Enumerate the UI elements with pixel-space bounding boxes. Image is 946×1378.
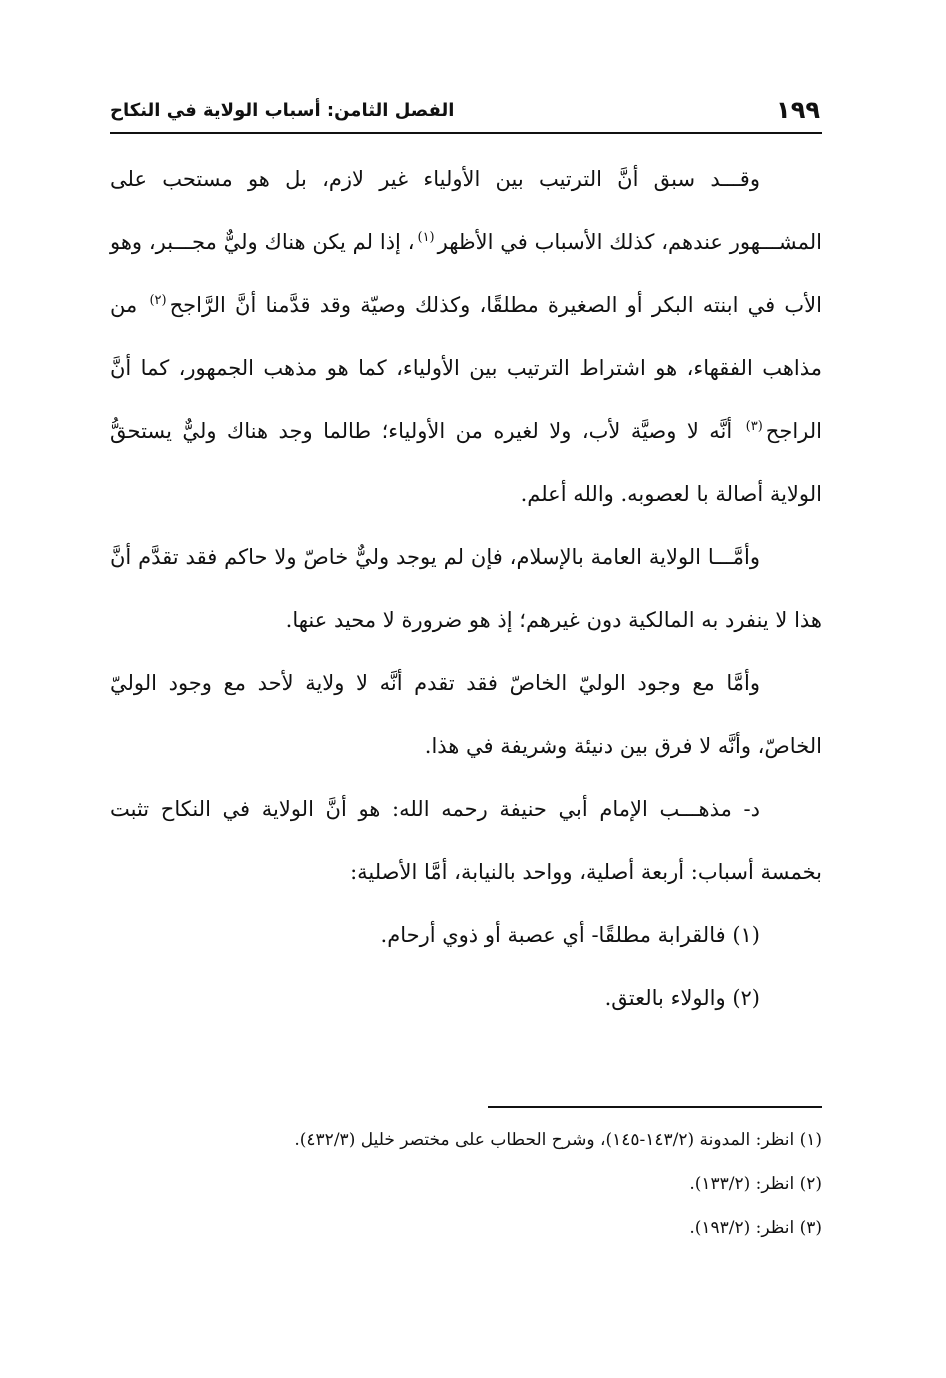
- paragraph-special-guardian: وأمَّا مع وجود الوليّ الخاصّ فقد تقدم أنَّه لا ولاية لأحد مع وجود الوليّ الخاصّ، وأنَّه لا فرق بين دنيئة وشريفة في هذا.: [110, 671, 822, 758]
- paragraph-text: ، إذا لم يكن هناك وليٌّ مجـــبر، وهو الأب في ابنته البكر أو الصغيرة مطلقًا، وكذلك وصيّة وقد قدَّمنا أنَّ الرَّاجح: [110, 230, 822, 317]
- footnote-ref-2[interactable]: (٢): [149, 293, 167, 308]
- paragraph-general-guardianship: وأمَّـــا الولاية العامة بالإسلام، فإن لم يوجد وليٌّ خاصّ ولا حاكم فقد تقدَّم أنَّ هذا لا ينفرد به المالكية دون غيرهم؛ إذ هو ضرورة لا محيد عنها.: [110, 545, 822, 632]
- footnote-ref-1[interactable]: (١): [417, 230, 435, 245]
- footnote-ref-3[interactable]: (٣): [745, 419, 763, 434]
- list-item: (١) فالقرابة مطلقًا- أي عصبة أو ذوي أرحام.: [380, 923, 760, 947]
- footnote-separator: [488, 1106, 822, 1108]
- main-text: [110, 148, 822, 1030]
- paragraph-text: من مذاهب الفقهاء، هو اشتراط الترتيب بين الأولياء، كما هو مذهب الجمهور، كما أنَّ الراجح: [110, 293, 822, 443]
- footnote-3: (٣) انظر: (١٩٣/٢).: [689, 1218, 822, 1238]
- paragraph-ordering: [110, 148, 822, 526]
- page-number: ١٩٩: [776, 96, 820, 124]
- list-item: (٢) والولاء بالعتق.: [604, 986, 760, 1010]
- running-title: الفصل الثامن: أسباب الولاية في النكاح: [110, 100, 455, 121]
- paragraph-hanafi-school: د- مذهـــب الإمام أبي حنيفة رحمه الله: هو أنَّ الولاية في النكاح تثبت بخمسة أسباب: أربعة أصلية، وواحد بالنيابة، أمَّا الأصلية:: [110, 797, 822, 884]
- paragraph-text: وقـــد سبق أنَّ الترتيب بين الأولياء غير لازم، بل هو مستحب على المشـــهور عندهم، كذلك الأسباب في الأظهر: [110, 167, 822, 254]
- footnotes: [110, 1118, 822, 1250]
- page-header: [110, 92, 822, 132]
- header-rule: [110, 132, 822, 134]
- footnote-1: (١) انظر: المدونة (١٤٣/٢-١٤٥)، وشرح الحطاب على مختصر خليل (٤٣٢/٣).: [294, 1130, 822, 1150]
- footnote-2: (٢) انظر: (١٣٣/٢).: [689, 1174, 822, 1194]
- paragraph-text: أنَّه لا وصيَّة لأب، ولا لغيره من الأولياء؛ طالما وجد هناك وليٌّ يستحقُّ الولاية أصالة با لعصوبه. والله أعلم.: [110, 419, 822, 506]
